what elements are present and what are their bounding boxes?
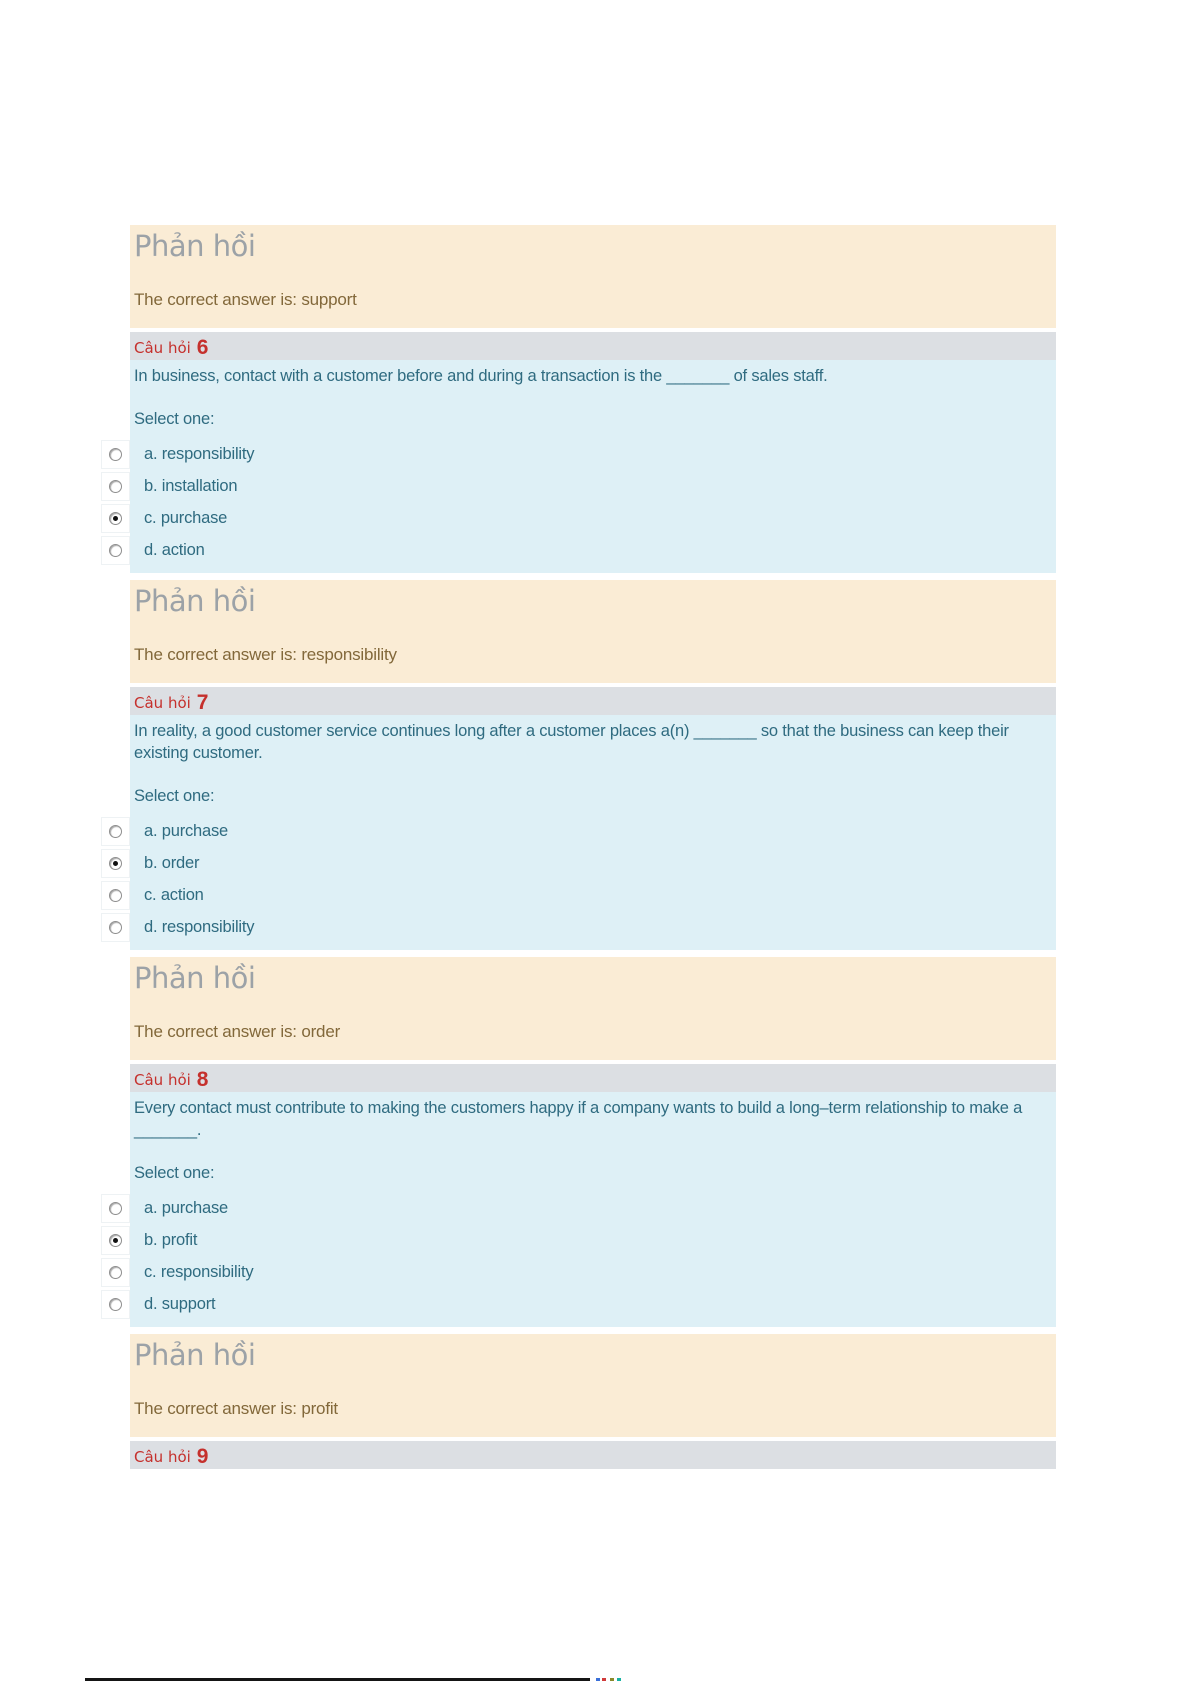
question-body-8 (130, 1092, 1056, 1327)
feedback-block-previous (130, 225, 1056, 328)
radio-button[interactable] (109, 1202, 122, 1215)
feedback-block-8 (130, 1334, 1056, 1437)
question-header-9 (130, 1441, 1056, 1469)
radio-cell (101, 913, 130, 942)
option-label[interactable]: d. support (144, 1295, 216, 1313)
radio-cell (101, 1194, 130, 1223)
radio-button[interactable] (109, 1234, 122, 1247)
select-one-prompt: Select one: (134, 1164, 215, 1182)
option-label[interactable]: a. purchase (144, 822, 229, 840)
correct-answer-text: The correct answer is: responsibility (134, 645, 397, 664)
question-header-7 (130, 687, 1056, 715)
radio-button[interactable] (109, 1266, 122, 1279)
feedback-heading: Phản hồi (134, 229, 256, 263)
option-label[interactable]: a. responsibility (144, 445, 255, 463)
radio-button[interactable] (109, 480, 122, 493)
correct-answer-text: The correct answer is: order (134, 1022, 341, 1041)
feedback-heading: Phản hồi (134, 961, 256, 995)
question-label: Câu hỏi (134, 1071, 191, 1089)
correct-answer-text: The correct answer is: profit (134, 1399, 338, 1418)
question-number: 7 (196, 691, 209, 714)
option-label[interactable]: c. action (144, 886, 204, 904)
option-label[interactable]: c. purchase (144, 509, 228, 527)
radio-button[interactable] (109, 448, 122, 461)
select-one-prompt: Select one: (134, 410, 215, 428)
radio-button[interactable] (109, 544, 122, 557)
radio-cell (101, 881, 130, 910)
radio-cell (101, 1226, 130, 1255)
answer-option (101, 848, 1048, 878)
feedback-block-6 (130, 580, 1056, 683)
answer-option (101, 816, 1048, 846)
radio-button[interactable] (109, 512, 122, 525)
answer-option (101, 535, 1048, 565)
question-number: 8 (196, 1068, 209, 1091)
feedback-block-7 (130, 957, 1056, 1060)
question-text: In business, contact with a customer before and during a transaction is the _______ of sales staff. (134, 367, 828, 385)
question-label: Câu hỏi (134, 1448, 191, 1466)
answer-option (101, 1193, 1048, 1223)
quiz-review-column (130, 225, 1056, 1469)
radio-cell (101, 536, 130, 565)
radio-cell (101, 440, 130, 469)
correct-answer-text: The correct answer is: support (134, 290, 357, 309)
question-label: Câu hỏi (134, 339, 191, 357)
option-label[interactable]: b. profit (144, 1231, 198, 1249)
question-body-7 (130, 715, 1056, 950)
answer-option (101, 880, 1048, 910)
radio-button[interactable] (109, 1298, 122, 1311)
radio-button[interactable] (109, 857, 122, 870)
radio-cell (101, 817, 130, 846)
select-one-prompt: Select one: (134, 787, 215, 805)
option-label[interactable]: a. purchase (144, 1199, 229, 1217)
answer-option (101, 912, 1048, 942)
radio-button[interactable] (109, 921, 122, 934)
cutoff-artifact (610, 1678, 614, 1681)
answer-option (101, 1225, 1048, 1255)
radio-button[interactable] (109, 889, 122, 902)
cutoff-divider (85, 1678, 590, 1681)
answer-option (101, 1257, 1048, 1287)
feedback-heading: Phản hồi (134, 584, 256, 618)
option-label[interactable]: c. responsibility (144, 1263, 254, 1281)
radio-cell (101, 849, 130, 878)
option-label[interactable]: b. installation (144, 477, 238, 495)
feedback-heading: Phản hồi (134, 1338, 256, 1372)
option-label[interactable]: d. responsibility (144, 918, 255, 936)
answer-option (101, 439, 1048, 469)
question-text: In reality, a good customer service continues long after a customer places a(n) _______ so that the business can keep their existing customer. (134, 722, 1009, 762)
question-number: 6 (196, 336, 209, 359)
answer-option (101, 1289, 1048, 1319)
cutoff-artifact (596, 1678, 600, 1681)
radio-cell (101, 472, 130, 501)
question-number: 9 (196, 1445, 209, 1468)
cutoff-artifact (602, 1678, 606, 1681)
radio-button[interactable] (109, 825, 122, 838)
option-label[interactable]: b. order (144, 854, 200, 872)
radio-cell (101, 1258, 130, 1287)
question-body-6 (130, 360, 1056, 573)
question-label: Câu hỏi (134, 694, 191, 712)
question-header-8 (130, 1064, 1056, 1092)
answer-option (101, 503, 1048, 533)
radio-cell (101, 504, 130, 533)
question-header-6 (130, 332, 1056, 360)
cutoff-artifact (617, 1678, 621, 1681)
question-text: Every contact must contribute to making the customers happy if a company wants to build a long–term relationship to make a _______. (134, 1099, 1023, 1139)
option-label[interactable]: d. action (144, 541, 205, 559)
answer-option (101, 471, 1048, 501)
radio-cell (101, 1290, 130, 1319)
